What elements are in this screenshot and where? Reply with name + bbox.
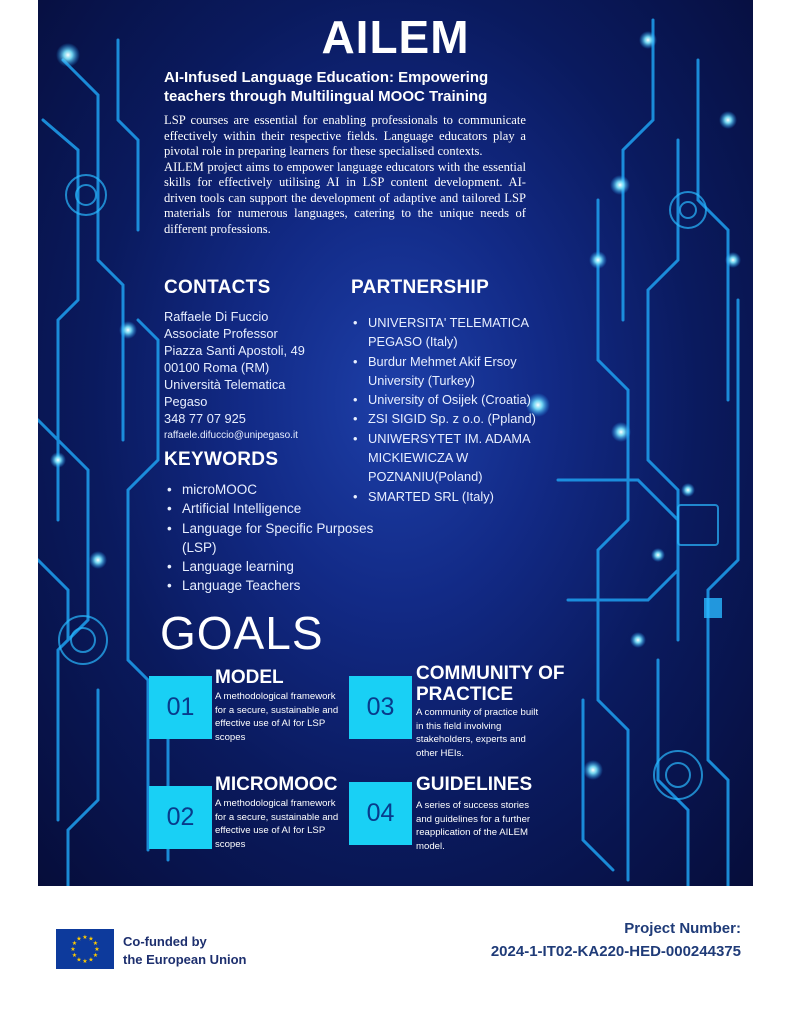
goal-title: GUIDELINES <box>416 774 533 795</box>
contact-role: Associate Professor <box>164 326 278 341</box>
goal-description: A methodological framework for a secure, sustainable and effective use of AI for LSP scopes <box>215 798 339 850</box>
goal-description: A series of success stories and guidelines for a further reapplication of the AILEM model. <box>416 800 531 852</box>
goal-number-box: 01 <box>149 676 212 739</box>
svg-text:★: ★ <box>82 958 88 965</box>
partner-item: • Burdur Mehmet Akif Ersoy University (Turkey) <box>351 352 541 391</box>
cofunded-line-2: the European Union <box>123 952 247 967</box>
contact-email[interactable]: raffaele.difuccio@unipegaso.it <box>164 430 298 441</box>
poster-title: AILEM <box>321 11 470 63</box>
goal-title: COMMUNITY OF PRACTICE <box>416 663 565 705</box>
goal-number-box: 04 <box>349 782 412 845</box>
project-number-block <box>491 917 741 963</box>
contact-address: Piazza Santi Apostoli, 49 <box>164 343 305 358</box>
project-number: 2024-1-IT02-KA220-HED-000244375 <box>490 943 741 960</box>
svg-text:★: ★ <box>76 956 82 964</box>
intro-paragraph-2: AILEM project aims to empower language educators with the essential skills for effectively utilising AI in LSP content development. AI-driven tools can support the development of adaptive and tailored LSP materials for numerous languages, catering to the unique needs of different professions. <box>164 159 526 236</box>
keyword-item: • Language for Specific Purposes (LSP) <box>165 519 375 558</box>
project-number-label: Project Number: <box>624 920 741 937</box>
contact-city: 00100 Roma (RM) <box>164 360 270 375</box>
keywords-list <box>165 480 375 596</box>
intro-paragraph-1: LSP courses are essential for enabling professionals to communicate effectively within their respective fields. Language educators play a pivotal role in preparing learners for these specialised contexts. <box>164 113 526 158</box>
svg-text:★: ★ <box>71 952 78 959</box>
goal-title: MODEL <box>215 667 284 688</box>
keyword-item: • Artificial Intelligence <box>165 499 375 518</box>
svg-text:★: ★ <box>70 946 76 953</box>
contact-university-cont: Pegaso <box>164 394 208 409</box>
keyword-item: • microMOOC <box>165 480 375 499</box>
eu-flag-icon <box>56 929 114 969</box>
goals-heading: GOALS <box>160 607 324 659</box>
partner-item: • ZSI SIGID Sp. z o.o. (Ppland) <box>351 409 541 428</box>
contact-university: Università Telematica <box>164 377 286 392</box>
contacts-block <box>164 308 364 444</box>
svg-text:★: ★ <box>71 940 78 947</box>
cofunded-label <box>123 933 247 969</box>
poster <box>38 0 753 886</box>
svg-text:★: ★ <box>88 935 94 943</box>
svg-text:★: ★ <box>88 956 94 964</box>
partner-item: • University of Osijek (Croatia) <box>351 390 541 409</box>
partner-item: • UNIWERSYTET IM. ADAMA MICKIEWICZA W POZNANIU(Poland) <box>351 429 541 487</box>
keyword-item: • Language Teachers <box>165 576 375 595</box>
goal-number-box: 02 <box>149 786 212 849</box>
contact-phone: 348 77 07 925 <box>164 411 246 426</box>
keyword-item: • Language learning <box>165 557 375 576</box>
goal-title: MICROMOOC <box>215 774 338 795</box>
svg-text:★: ★ <box>92 940 99 947</box>
partnership-list <box>351 313 541 506</box>
goal-description: A methodological framework for a secure, sustainable and effective use of AI for LSP scopes <box>215 691 339 743</box>
svg-text:★: ★ <box>94 946 100 953</box>
intro-text <box>164 113 526 237</box>
partner-item: • SMARTED SRL (Italy) <box>351 487 541 506</box>
poster-subtitle: AI-Infused Language Education: Empowering teachers through Multilingual MOOC Training <box>164 69 489 105</box>
svg-text:★: ★ <box>82 934 88 941</box>
keywords-heading: KEYWORDS <box>164 449 279 470</box>
partnership-heading: PARTNERSHIP <box>351 277 490 298</box>
contact-name: Raffaele Di Fuccio <box>164 309 269 324</box>
svg-text:★: ★ <box>76 935 82 943</box>
cofunded-line-1: Co-funded by <box>123 934 207 949</box>
goal-description: A community of practice built in this field involving stakeholders, experts and other HEIs. <box>416 707 539 759</box>
contacts-heading: CONTACTS <box>164 277 271 298</box>
svg-text:★: ★ <box>92 952 99 959</box>
goal-number-box: 03 <box>349 676 412 739</box>
partner-item: • UNIVERSITA' TELEMATICA PEGASO (Italy) <box>351 313 541 352</box>
